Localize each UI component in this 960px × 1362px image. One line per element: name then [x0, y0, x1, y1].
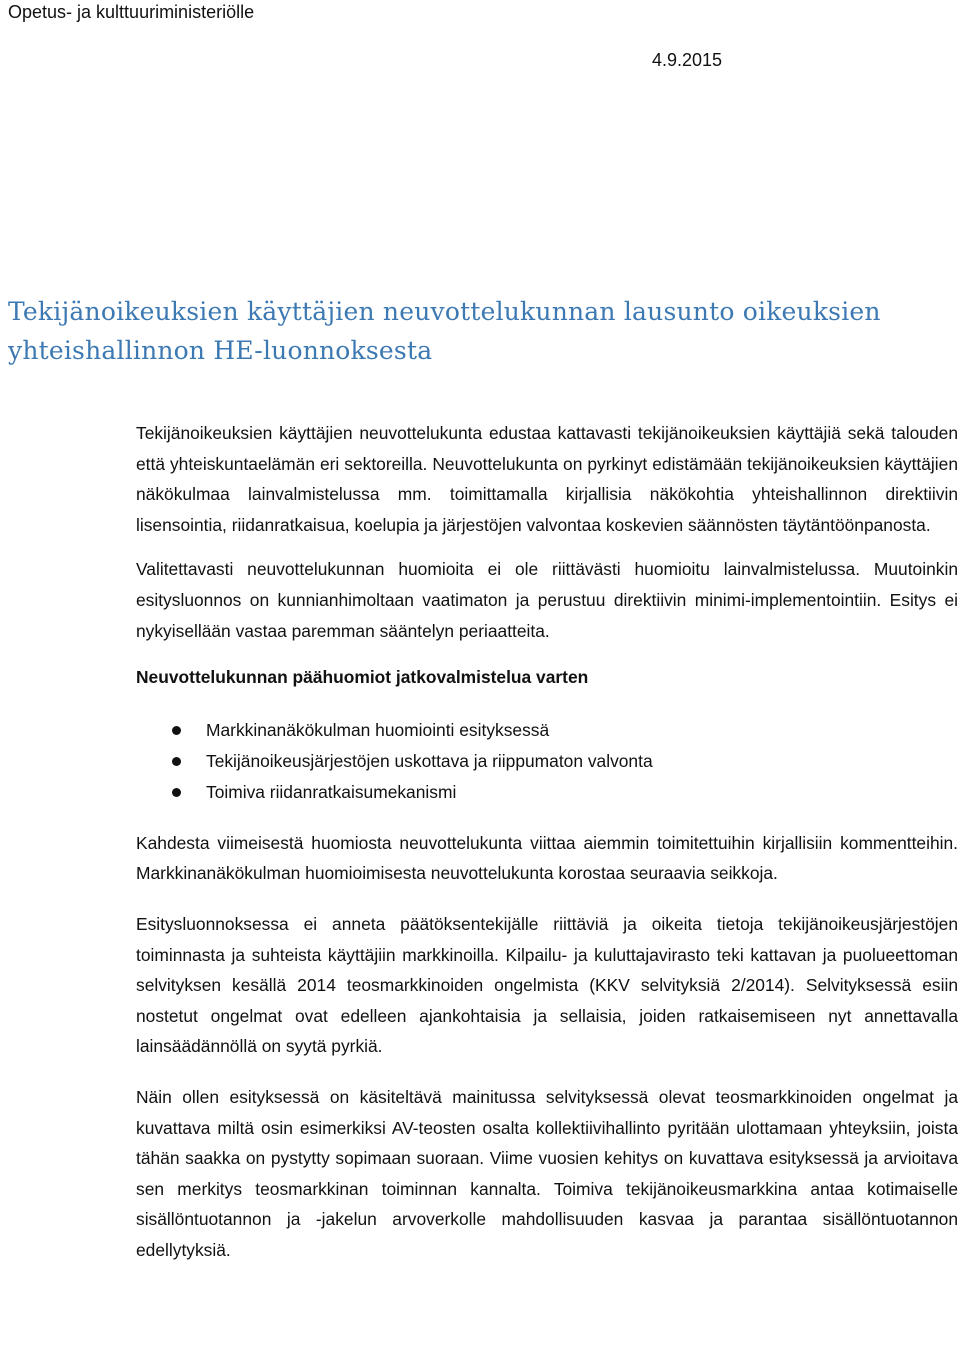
main-points-list	[136, 715, 958, 808]
recipient-line: Opetus- ja kulttuuriministeriölle	[8, 2, 255, 22]
document-body	[136, 418, 958, 1265]
document-title: Tekijänoikeuksien käyttäjien neuvottelukunnan lausunto oikeuksien yhteishallinnon HE-luonnoksesta	[8, 297, 881, 365]
conclusion-paragraph: Näin ollen esityksessä on käsiteltävä mainitussa selvityksessä olevat teosmarkkinoiden ongelmat ja kuvattava miltä osin esimerkiksi AV-teosten osalta kollektiivihallinto pyritään ulottamaan yhteyksiin, joista tähän saakka on pystytty sopimaan suoraan. Viime vuosien kehitys on kuvattava esityksessä ja arvioitava sen merkitys teosmarkkinan toiminnan kannalta. Toimiva tekijänoikeusmarkkina antaa kotimaiselle sisällöntuotannon ja -jakelun arvoverkolle mahdollisuuden kasvaa ja parantaa sisällöntuotannon edellytyksiä.	[136, 1086, 958, 1260]
market-study-paragraph: Esitysluonnoksessa ei anneta päätöksentekijälle riittäviä ja oikeita tietoja tekijänoikeusjärjestöjen toiminnasta ja suhteista käyttäjiin markkinoilla. Kilpailu- ja kuluttajavirasto teki kattavan ja puolueettoman selvityksen kesällä 2014 teosmarkkinoiden ongelmista (KKV selvityksiä 2/2014). Selvityksessä esiin nostetut ongelmat ovat edelleen ajankohtaisia ja sellaisia, joiden ratkaisemiseen nyt annettavalla lainsäädännöllä on syytä pyrkiä.	[136, 913, 958, 1057]
list-item-label: Markkinanäkökulman huomiointi esityksessä	[206, 719, 550, 740]
bullet-icon	[172, 788, 181, 797]
assessment-paragraph: Valitettavasti neuvottelukunnan huomioita ei ole riittävästi huomioitu lainvalmistelussa. Muutoinkin esitysluonnos on kunnianhimoltaan vaatimaton ja perustuu direktiivin minimi-implementointiin. Esitys ei nykyisellään vastaa paremman sääntelyn periaatteita.	[136, 559, 958, 641]
intro-paragraph: Tekijänoikeuksien käyttäjien neuvottelukunta edustaa kattavasti tekijänoikeuksien käyttäjiä sekä talouden että yhteiskuntaelämän eri sektoreilla. Neuvottelukunta on pyrkinyt edistämään tekijänoikeuksien käyttäjien näkökulmaa lainvalmistelussa mm. toimittamalla kirjallisia näkökohtia yhteishallinnon direktiivin lisensointia, riidanratkaisua, koelupia ja järjestöjen valvontaa koskevien säännösten täytäntöönpanosta.	[136, 423, 958, 535]
list-item-label: Toimiva riidanratkaisumekanismi	[206, 781, 457, 802]
list-item-label: Tekijänoikeusjärjestöjen uskottava ja riippumaton valvonta	[206, 750, 653, 771]
document-date: 4.9.2015	[652, 50, 723, 70]
list-item	[136, 777, 958, 808]
bullet-icon	[172, 726, 181, 735]
list-item	[136, 746, 958, 777]
section-heading: Neuvottelukunnan päähuomiot jatkovalmistelua varten	[136, 667, 589, 688]
bullet-icon	[172, 757, 181, 766]
reference-paragraph: Kahdesta viimeisestä huomiosta neuvottelukunta viittaa aiemmin toimitettuihin kirjallisiin kommentteihin. Markkinanäkökulman huomioimisesta neuvottelukunta korostaa seuraavia seikkoja.	[136, 832, 958, 884]
list-item	[136, 715, 958, 746]
